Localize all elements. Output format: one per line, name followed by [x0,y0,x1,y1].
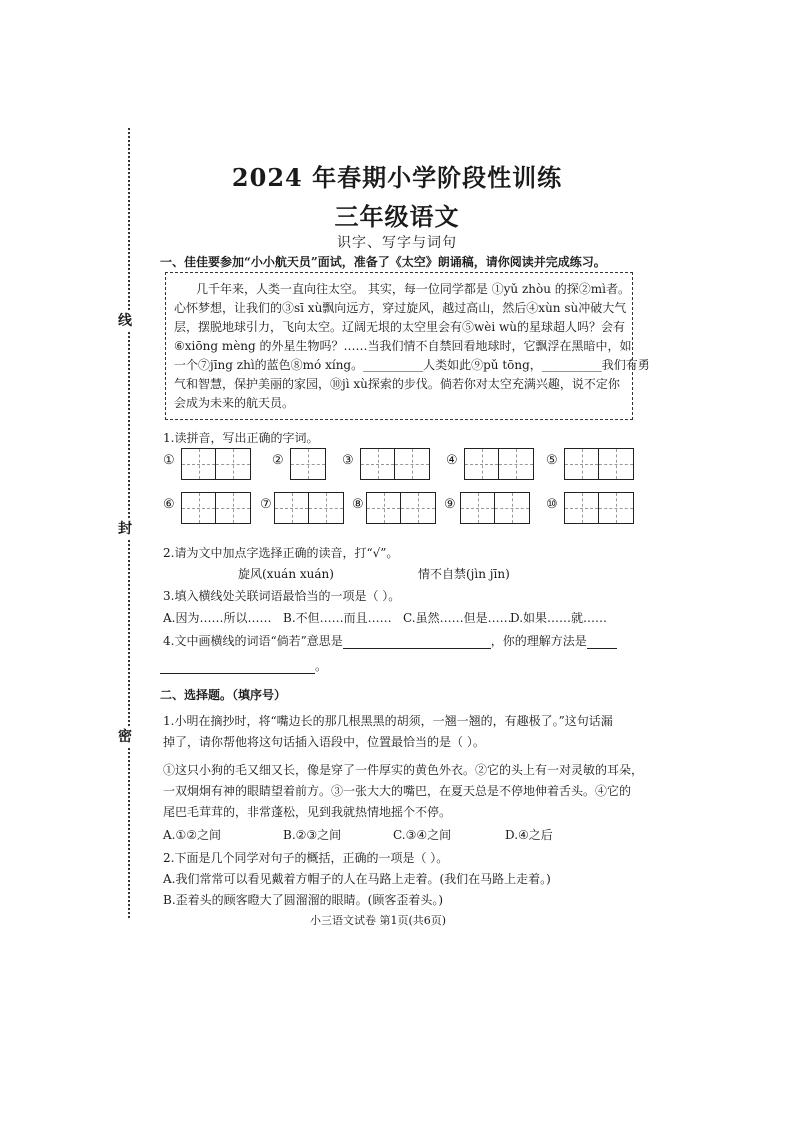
passage-box [165,272,650,420]
part1-heading: 一、佳佳要参加“小小航天员”面试，准备了《太空》朗诵稿，请你阅读并完成练习。 [160,255,606,269]
passage-line-5: 一个⑦jīng zhì的蓝色⑧mó xíng。__________人类如此⑨pǔ tōng，__________我们有勇 [174,358,650,372]
part2-heading: 二、选择题。（填序号） [160,688,287,702]
char-grid-input[interactable] [366,492,436,524]
passage-line-7: 会成为未来的航天员。 [174,396,295,410]
binding-char-feng: 封 [118,518,132,540]
passage-line-3: 层，摆脱地球引力，飞向太空。辽阔无垠的太空里会有⑤wèi wù的星球超人吗？会有 [174,320,626,334]
q2-prompt: 2.请为文中加点字选择正确的读音，打“√”。 [163,546,399,560]
q3-option-a[interactable]: A.因为……所以…… [163,611,272,625]
q4-end: 。 [315,659,328,673]
grid-label: ④ [446,453,458,468]
p2-q2-option-a[interactable]: A.我们常常可以看见戴着方帽子的人在马路上走着。(我们在马路上走着。) [163,872,551,886]
binding-char-mi: 密 [118,726,132,748]
q4-answer-blank-2b[interactable] [160,659,315,674]
p2-q1-option-d[interactable]: D.④之后 [505,828,553,842]
q4-prefix: 4.文中画横线的词语“倘若”意思是 [163,634,343,648]
char-grid-input[interactable] [564,448,634,480]
p2-para-line-2: 一双炯炯有神的眼睛望着前方。③一张大大的嘴巴，在夏天总是不停地伸着舌头。④它的 [163,784,632,798]
q4-prompt [163,633,617,649]
q4-middle: ，你的理解方法是 [490,634,587,648]
grid-label: ⑦ [260,497,272,512]
q2-option-b[interactable]: 情不自禁(jìn jīn) [418,567,510,581]
grid-row-1 [0,448,794,484]
passage-line-2: 心怀梦想，让我们的③sī xù飘向远方，穿过旋风，越过高山，然后④xùn sù冲破大气 [174,301,627,315]
char-grid-input[interactable] [181,448,251,480]
page-subtitle: 三年级语文 [334,202,460,231]
page-footer: 小三语文试卷 第1页(共6页) [310,914,447,927]
p2-para-line-1: ①这只小狗的毛又细又长，像是穿了一件厚实的黄色外衣。②它的头上有一对灵敏的耳朵， [163,763,644,777]
grid-label: ① [163,453,175,468]
p2-q1-option-a[interactable]: A.①②之间 [163,828,221,842]
q4-line-2 [160,658,327,674]
p2-q1-line-2: 掉了，请你帮他将这句话插入语段中，位置最恰当的是（ ）。 [163,735,485,749]
p2-q1-option-b[interactable]: B.②③之间 [283,828,342,842]
p2-para-line-3: 尾巴毛茸茸的，非常蓬松，见到我就热情地摇个不停。 [163,805,452,819]
char-grid-input[interactable] [360,448,430,480]
grid-label: ⑨ [444,497,456,512]
char-grid-input[interactable] [274,492,344,524]
grid-label: ③ [342,453,354,468]
q2-option-a[interactable]: 旋风(xuán xuán) [238,567,334,581]
p2-q1-option-c[interactable]: C.③④之间 [393,828,452,842]
char-grid-input[interactable] [564,492,634,524]
p2-q2-option-b[interactable]: B.歪着头的顾客瞪大了圆溜溜的眼睛。(顾客歪着头。) [163,893,443,907]
char-grid-input[interactable] [181,492,251,524]
char-grid-input[interactable] [290,448,326,480]
passage-line-4: ⑥xiōng mèng 的外星生物吗？……当我们情不自禁回看地球时，它飘浮在黑暗中，如 [174,339,632,353]
char-grid-input[interactable] [464,448,534,480]
q3-option-c[interactable]: C.虽然……但是…… [403,611,512,625]
grid-row-2 [0,492,794,528]
p2-q1-line-1: 1.小明在摘抄时，将“嘴边长的那几根黑黑的胡须，一翘一翘的，有趣极了。”这句话漏 [163,714,613,728]
grid-label: ② [272,453,284,468]
passage-line-1: 几千年来，人类一直向往太空。 其实，每一位同学都是 ①yǔ zhòu 的探②mì者。 [196,282,630,296]
page-title: 2024 年春期小学阶段性训练 [231,163,563,192]
char-grid-input[interactable] [460,492,530,524]
p2-q2-prompt: 2.下面是几个同学对句子的概括，正确的一项是（ ）。 [163,851,449,865]
q4-answer-blank-2a[interactable] [587,634,617,649]
grid-label: ⑤ [546,453,558,468]
grid-label: ⑧ [352,497,364,512]
passage-line-6: 气和智慧，保护美丽的家园，⑩jì xù探索的步伐。倘若你对太空充满兴趣，说不定你 [174,377,620,391]
section-title: 识字、写字与词句 [337,235,457,251]
q3-option-d[interactable]: D.如果……就…… [510,611,608,625]
binding-char-xian: 线 [118,310,132,332]
q1-prompt: 1.读拼音，写出正确的字词。 [163,431,319,445]
grid-label: ⑥ [163,497,175,512]
q4-answer-blank-1[interactable] [343,634,491,649]
q3-prompt: 3.填入横线处关联词语最恰当的一项是（ ）。 [163,589,401,603]
q3-option-b[interactable]: B.不但……而且…… [283,611,392,625]
grid-label: ⑩ [546,497,558,512]
